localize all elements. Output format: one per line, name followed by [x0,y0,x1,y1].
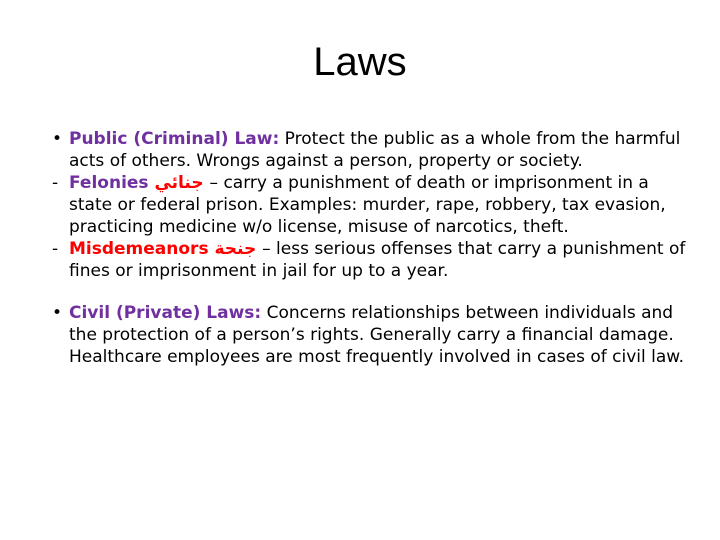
slide-body [52,128,692,368]
arabic-felonies: جنائي [148,173,210,193]
criminal-law-text: Protect the public as a whole from the harmful acts of others. Wrongs against a person, property or society. [69,129,681,171]
subitem-misdemeanors [52,238,692,282]
bullet-civil-law [52,302,692,368]
term-felonies: Felonies [69,173,149,193]
slide-title: Laws [313,40,407,84]
misdemeanors-text: – less serious offenses that carry a punishment of fines or imprisonment in jail for up to a year. [69,239,686,281]
dash-marker: - [52,239,59,259]
term-criminal-law: Public (Criminal) Law: [69,129,280,149]
bullet-marker: • [52,303,63,323]
bullet-criminal-law [52,128,692,172]
felonies-text: – carry a punishment of death or imprisonment in a state or federal prison. Examples: murder, rape, robbery, tax evasion, practicing medicine w/o license, misuse of narcotics, theft. [69,173,666,237]
dash-marker: - [52,173,59,193]
bullet-marker: • [52,129,63,149]
subitem-felonies [52,172,692,238]
term-misdemeanors: Misdemeanors [69,239,209,259]
civil-law-text: Concerns relationships between individuals and the protection of a person’s rights. Generally carry a financial damage. Healthcare employees are most frequently involved in cases of civil law. [69,303,685,367]
arabic-misdemeanors: جنحة [208,239,263,259]
term-civil-law: Civil (Private) Laws: [69,303,262,323]
